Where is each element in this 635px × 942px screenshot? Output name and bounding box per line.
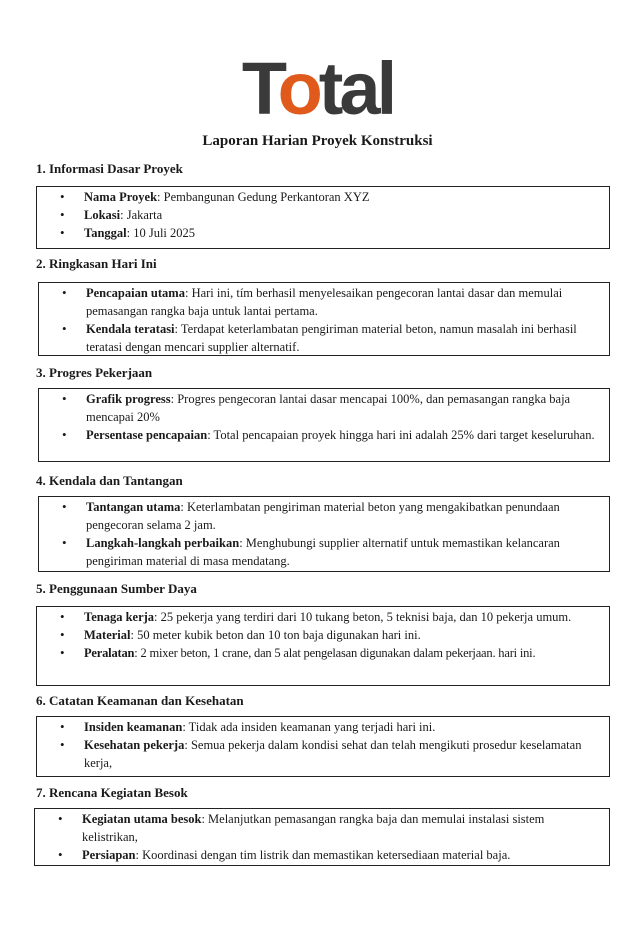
item-text: : Semua pekerja dalam kondisi sehat dan telah mengikuti prosedur keselamatan kerja, xyxy=(84,738,582,770)
report-title: Laporan Harian Proyek Konstruksi xyxy=(202,133,433,149)
section-title: 4. Kendala dan Tantangan xyxy=(36,473,183,488)
item-text: : Total pencapaian proyek hingga hari ini adalah 25% dari target keseluruhan. xyxy=(207,428,595,442)
list-item xyxy=(84,718,601,736)
section-box xyxy=(38,388,610,462)
logo-letter-t: T xyxy=(241,47,278,130)
item-text: : Hari ini, tím berhasil menyelesaikan pengecoran lantai dasar dan memulai pemasangan rangka baja untuk lantai pertama. xyxy=(86,286,563,318)
list-item xyxy=(86,498,601,534)
item-label: Langkah-langkah perbaikan xyxy=(86,536,240,550)
item-text: : Jakarta xyxy=(120,208,163,222)
item-label: Kegiatan utama besok xyxy=(82,812,202,826)
list-item xyxy=(84,188,601,206)
section-title: 3. Progres Pekerjaan xyxy=(36,365,153,380)
list-item xyxy=(84,736,601,772)
list-item xyxy=(84,224,601,242)
logo-letter-o: o xyxy=(277,47,319,130)
section-title: 1. Informasi Dasar Proyek xyxy=(36,161,183,176)
section-box xyxy=(36,716,610,777)
item-label: Persiapan xyxy=(82,848,136,862)
item-label: Tenaga kerja xyxy=(84,610,155,624)
item-text: : Tidak ada insiden keamanan yang terjadi hari ini. xyxy=(182,720,436,734)
section-title: 6. Catatan Keamanan dan Kesehatan xyxy=(36,693,244,708)
item-label: Kendala teratasi xyxy=(86,322,175,336)
list-item xyxy=(86,426,601,444)
logo-letters-tal: tal xyxy=(318,47,394,130)
item-text: : Progres pengecoran lantai dasar mencapai 100%, dan pemasangan rangka baja mencapai 20% xyxy=(86,392,571,424)
item-text: : Terdapat keterlambatan pengiriman material beton, namun masalah ini berhasil teratasi dengan mencari supplier alternatif. xyxy=(86,322,577,354)
section-title: 7. Rencana Kegiatan Besok xyxy=(36,785,188,800)
item-label: Kesehatan pekerja xyxy=(84,738,185,752)
item-label: Tanggal xyxy=(84,226,127,240)
company-logo xyxy=(0,47,635,130)
section-box xyxy=(36,186,610,249)
list-item xyxy=(86,320,601,356)
section-title: 2. Ringkasan Hari Ini xyxy=(36,256,157,271)
section-box xyxy=(38,496,610,572)
list-item xyxy=(84,608,601,626)
list-item xyxy=(84,626,601,644)
section-box xyxy=(34,808,610,866)
item-text: : Menghubungi supplier alternatif untuk memastikan kelancaran pengiriman material di masa mendatang. xyxy=(86,536,560,568)
list-item xyxy=(82,846,601,864)
item-label: Lokasi xyxy=(84,208,121,222)
item-text: : Pembangunan Gedung Perkantoran XYZ xyxy=(157,190,370,204)
item-text: : 10 Juli 2025 xyxy=(126,226,196,240)
section-box xyxy=(38,282,610,356)
item-label: Pencapaian utama xyxy=(86,286,185,300)
item-label: Insiden keamanan xyxy=(84,720,183,734)
section-box xyxy=(36,606,610,686)
item-label: Material xyxy=(84,628,131,642)
list-item xyxy=(86,390,601,426)
list-item xyxy=(86,284,601,320)
item-text: : 50 meter kubik beton dan 10 ton baja digunakan hari ini. xyxy=(130,628,421,642)
item-label: Persentase pencapaian xyxy=(86,428,208,442)
item-label: Grafik progress xyxy=(86,392,171,406)
item-text: : Melanjutkan pemasangan rangka baja dan memulai instalasi sistem kelistrikan, xyxy=(82,812,545,844)
item-text: : 25 pekerja yang terdiri dari 10 tukang beton, 5 teknisi baja, dan 10 pekerja umum. xyxy=(154,610,572,624)
item-label: Nama Proyek xyxy=(84,190,158,204)
item-text: : Keterlambatan pengiriman material beton yang mengakibatkan penundaan pengecoran selama 2 jam. xyxy=(86,500,560,532)
item-label: Peralatan xyxy=(84,646,135,660)
item-text: : Koordinasi dengan tim listrik dan memastikan ketersediaan material baja. xyxy=(135,848,511,862)
section-title: 5. Penggunaan Sumber Daya xyxy=(36,581,197,596)
list-item xyxy=(86,534,601,570)
list-item xyxy=(84,644,601,662)
item-label: Tantangan utama xyxy=(86,500,181,514)
list-item xyxy=(82,810,601,846)
list-item xyxy=(84,206,601,224)
item-text: : 2 mixer beton, 1 crane, dan 5 alat pengelasan digunakan dalam pekerjaan. hari ini. xyxy=(134,646,536,660)
